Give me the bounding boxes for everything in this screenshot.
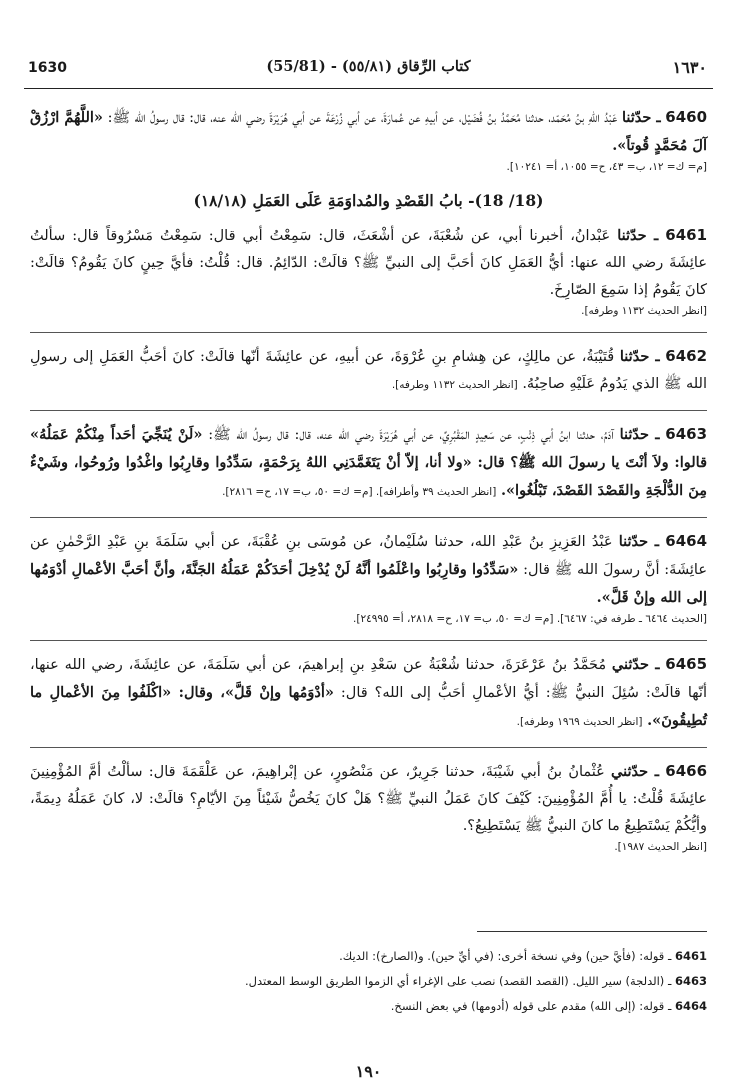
hadith-reference: [م= ك= ١٢، ب= ٤٣، ح= ١٠٥٥، أ= ١٠٢٤١]. — [506, 161, 707, 173]
hadith-text: عَبْدانُ، أخبرنا أبي، عن شُعْبَةَ، عن أشْعَثَ، قال: سَمِعْتُ أبي قال: سَمِعْتُ مَسْرُوقاً قال: سألتُ عائِشَةَ رضي الله عنها: أيُّ العَمَلِ كانَ أحَبَّ إلى النبيِّ ﷺ؟ قالَتْ: الدّائِمُ. قال: قُلْتُ: فأيَّ حِينٍ كانَ يَقُومُ؟ قالَتْ: كانَ يَقُومُ إذا سَمِعَ الصّارِخَ. — [30, 228, 707, 298]
hadith-reference: [انظر الحديث ١٩٦٩ وطرفه]. — [516, 716, 643, 728]
hadith-text: آدَمُ، حدثنا ابنُ أبي ذِئْبٍ، عن سَعِيدٍ المَقْبُرِيِّ، عن أبي هُرَيْرَةَ رضي الله عنه، قال: قال رسولُ الله ﷺ: — [208, 427, 614, 443]
hadith-reference: [انظر الحديث ١١٣٢ وطرفه]. — [581, 305, 707, 317]
hadith-text: مُحَمَّدُ بنُ عَرْعَرَةَ، حدثنا شُعْبَةُ عن سَعْدِ بنِ إبراهيمَ، عن أبي سَلَمَةَ، عن عائِشَةَ، رضي الله عنها، أنّها قالَتْ: سُئِلَ النبيُّ ﷺ: أيُّ الأعْمالِ أحَبُّ إلى الله؟ قال: — [30, 657, 707, 701]
hadith-text: عَبْدُ العَزِيزِ بنُ عَبْدِ الله، حدثنا سُلَيْمانُ، عن مُوسَى بنِ عُقْبَةَ، عن أبي سَلَمَةَ بنِ عَبْدِ الرَّحْمٰنِ عن عائِشَةَ: أنَّ رسولَ الله ﷺ قال: — [30, 534, 707, 578]
running-title: (55/81) - كتاب الرِّقاق (٥٥/٨١) — [266, 58, 471, 75]
hadith-quote: «أدْوَمُها وإنْ قَلَّ»، وقال: «اكْلَفُوا مِنَ الأعْمالِ ما تُطِيقُونَ». — [30, 684, 707, 729]
hadith-quote: «لَنْ يُنَجِّيَ أحَداً مِنْكُمْ عَمَلُهُ» قالوا: ولاَ أنْتَ يا رسولَ الله ﷺ؟ قال: «ولا أنا، إلاّ أنْ يَتَغَمَّدَنِي اللهُ بِرَحْمَةٍ، سَدِّدُوا وقارِبُوا واغْدُوا ورُوحُوا، وشَيْءٌ مِنَ الدُّلْجَةِ والقَصْدَ القَصْدَ، تَبْلُغُوا». — [30, 426, 707, 499]
hadith-6461: 6461 ـ حدّثنا عَبْدانُ، أخبرنا أبي، عن شُعْبَةَ، عن أشْعَثَ، قال: سَمِعْتُ أبي قال: سَمِعْتُ مَسْرُوقاً قال: سألتُ عائِشَةَ رضي الله عنها: أيُّ العَمَلِ كانَ أحَبَّ إلى النبيِّ ﷺ؟ قالَتْ: الدّائِمُ. قال: قُلْتُ: فأيَّ حِينٍ كانَ يَقُومُ؟ قالَتْ: كانَ يَقُومُ إذا سَمِعَ الصّارِخَ. [انظر الحديث ١١٣٢ وطرفه]. — [30, 222, 707, 320]
footnote — [60, 944, 707, 969]
footnote-text: ـ قوله: (إلى الله) مقدم على قوله (أدومها) في بعض النسخ. — [390, 999, 672, 1013]
hadith-intro: حدّثني — [611, 763, 649, 780]
hadith-reference: [انظر الحديث ١٩٨٧]. — [614, 841, 707, 853]
footnote-number: 6463 — [674, 974, 707, 988]
hadith-intro: حدّثنا — [617, 227, 647, 244]
divider — [30, 332, 707, 333]
hadith-intro: حدّثني — [611, 656, 649, 673]
hadith-6465: 6465 ـ حدّثني مُحَمَّدُ بنُ عَرْعَرَةَ، حدثنا شُعْبَةُ عن سَعْدِ بنِ إبراهيمَ، عن أبي سَلَمَةَ، عن عائِشَةَ، رضي الله عنها، أنّها قالَتْ: سُئِلَ النبيُّ ﷺ: أيُّ الأعْمالِ أحَبُّ إلى الله؟ قال: «أدْوَمُها وإنْ قَلَّ»، وقال: «اكْلَفُوا مِنَ الأعْمالِ ما تُطِيقُونَ». [انظر الحديث ١٩٦٩ وطرفه]. — [30, 655, 708, 729]
hadith-reference: [انظر الحديث ٣٩ وأطرافه]. [م= ك= ٥٠، ب= ١٧، ح= ٢٨١٦]. — [222, 486, 497, 498]
divider — [30, 747, 707, 748]
footnote-text: ـ قوله: (فأيَّ حين) وفي نسخة أخرى: (في أيِّ حين). و(الصارخ): الديك. — [339, 949, 672, 963]
footnote — [60, 994, 707, 1019]
hadith-reference: [انظر الحديث ١١٣٢ وطرفه]. — [391, 379, 518, 391]
footnote-number: 6464 — [674, 999, 707, 1013]
hadith-quote: «اللَّهُمَّ ارْزُقْ آلَ مُحَمَّدٍ قُوتاً». — [30, 109, 707, 154]
divider — [30, 640, 707, 641]
footnote — [60, 969, 707, 994]
hadith-text: قُتَيْبَةُ، عن مالِكٍ، عن هِشامِ بنِ عُرْوَةَ، عن أبيهِ، عن عائِشَةَ أنّها قالَتْ: كانَ أحَبُّ العَمَلِ إلى رسولِ الله ﷺ الذي يَدُومُ عَلَيْهِ صاحِبُهُ. — [30, 349, 707, 392]
hadith-6464: 6464 ـ حدّثنا عَبْدُ العَزِيزِ بنُ عَبْدِ الله، حدثنا سُلَيْمانُ، عن مُوسَى بنِ عُقْبَةَ، عن أبي سَلَمَةَ بنِ عَبْدِ الرَّحْمٰنِ عن عائِشَةَ: أنَّ رسولَ الله ﷺ قال: «سَدِّدُوا وقارِبُوا واعْلَمُوا أنَّهُ لَنْ يُدْخِلَ أحَدَكُمْ عَمَلُهُ الجَنَّةَ، وأنَّ أحَبَّ الأعْمالِ أدْوَمُها إلى الله وإنْ قَلَّ». [الحديث ٦٤٦٤ ـ طرفه في: ٦٤٦٧]. [م= ك= ٥٠، ب= ١٧، ح= ٢٨١٨، أ= ٢٤٩٩٥]. — [30, 528, 707, 628]
footnote-text: ـ (الدلجة) سير الليل. (القصد القصد) نصب على الإغراء أي الزموا الطريق الوسط المعتدل. — [244, 974, 672, 988]
hadith-6462: 6462 ـ حدّثنا قُتَيْبَةُ، عن مالِكٍ، عن هِشامِ بنِ عُرْوَةَ، عن أبيهِ، عن عائِشَةَ أنّها قالَتْ: كانَ أحَبُّ العَمَلِ إلى رسولِ الله ﷺ الذي يَدُومُ عَلَيْهِ صاحِبُهُ. [انظر الحديث ١١٣٢ وطرفه]. — [30, 347, 708, 392]
hadith-reference: [الحديث ٦٤٦٤ ـ طرفه في: ٦٤٦٧]. [م= ك= ٥٠، ب= ١٧، ح= ٢٨١٨، أ= ٢٤٩٩٥]. — [353, 613, 707, 625]
hadith-6466: 6466 ـ حدّثني عُثْمانُ بنُ أبي شَيْبَةَ، حدثنا جَرِيرٌ، عن مَنْصُورٍ، عن إبْراهِيمَ، عن عَلْقَمَةَ قال: سألْتُ أمَّ المُؤْمِنِينَ عائِشَةَ قُلْتُ: يا أُمَّ المُؤْمِنِينَ: كَيْفَ كانَ عَمَلُ النبيِّ ﷺ؟ هَلْ كانَ يَخُصُّ شَيْئاً مِنَ الأيّامِ؟ قالَتْ: لا، كانَ عَمَلُهُ دِيمَةً، وأيُّكُمْ يَسْتَطِيعُ ما كانَ النبيُّ ﷺ يَسْتَطِيعُ؟. [انظر الحديث ١٩٨٧]. — [30, 758, 707, 856]
hadith-number: 6466 — [665, 762, 708, 780]
header-rule — [24, 88, 713, 89]
hadith-number: 6465 — [665, 655, 708, 673]
chapter-heading: (18/ 18)- بابُ القَصْدِ والمُداوَمَةِ عَلَى العَمَلِ (١٨/١٨) — [193, 191, 544, 210]
page-number-arabic: ١٦٣٠ — [672, 58, 707, 77]
page-number-latin: 1630 — [28, 60, 67, 76]
hadith-intro: حدّثنا — [621, 109, 652, 126]
footnote-number: 6461 — [674, 949, 707, 963]
hadith-6463: 6463 ـ حدّثنا آدَمُ، حدثنا ابنُ أبي ذِئْبٍ، عن سَعِيدٍ المَقْبُرِيِّ، عن أبي هُرَيْرَةَ رضي الله عنه، قال: قال رسولُ الله ﷺ: «لَنْ يُنَجِّيَ أحَداً مِنْكُمْ عَمَلُهُ» قالوا: ولاَ أنْتَ يا رسولَ الله ﷺ؟ قال: «ولا أنا، إلاّ أنْ يَتَغَمَّدَنِي اللهُ بِرَحْمَةٍ، سَدِّدُوا وقارِبُوا واغْدُوا ورُوحُوا، وشَيْءٌ مِنَ الدُّلْجَةِ والقَصْدَ القَصْدَ، تَبْلُغُوا». [انظر الحديث ٣٩ وأطرافه]. [م= ك= ٥٠، ب= ١٧، ح= ٢٨١٦]. — [30, 425, 708, 499]
hadith-number: 6464 — [665, 532, 708, 550]
hadith-number: 6462 — [665, 347, 708, 365]
hadith-text: عَبْدُ اللهِ بنُ مُحَمّد، حدثنا مُحَمَّدُ بنُ فُضَيْل، عن أبيهِ عن عُمارَةَ، عن أبي زُرْعَةَ عن أبي هُرَيْرَةَ رضي الله عنه، قال: قال رسولُ الله ﷺ: — [107, 110, 618, 126]
hadith-quote: «سَدِّدُوا وقارِبُوا واعْلَمُوا أنَّهُ لَنْ يُدْخِلَ أحَدَكُمْ عَمَلُهُ الجَنَّةَ، وأنَّ أحَبَّ الأعْمالِ أدْوَمُها إلى الله وإنْ قَلَّ». — [30, 561, 707, 606]
hadith-number: 6461 — [665, 226, 708, 244]
page-header — [24, 58, 713, 84]
hadith-intro: حدّثنا — [618, 533, 649, 550]
hadith-intro: حدّثنا — [619, 426, 649, 443]
hadith-intro: حدّثنا — [619, 348, 650, 365]
footnotes — [60, 944, 707, 1019]
hadith-number: 6463 — [665, 425, 708, 443]
divider — [30, 517, 707, 518]
footnote-rule — [477, 931, 707, 932]
divider — [30, 410, 707, 411]
page-body — [30, 104, 707, 868]
hadith-text: عُثْمانُ بنُ أبي شَيْبَةَ، حدثنا جَرِيرٌ، عن مَنْصُورٍ، عن إبْراهِيمَ، عن عَلْقَمَةَ قال: سألْتُ أمَّ المُؤْمِنِينَ عائِشَةَ قُلْتُ: يا أُمَّ المُؤْمِنِينَ: كَيْفَ كانَ عَمَلُ النبيِّ ﷺ؟ هَلْ كانَ يَخُصُّ شَيْئاً مِنَ الأيّامِ؟ قالَتْ: لا، كانَ عَمَلُهُ دِيمَةً، وأيُّكُمْ يَسْتَطِيعُ ما كانَ النبيُّ ﷺ يَسْتَطِيعُ؟. — [30, 764, 707, 834]
footer-page-number: ١٩٠ — [355, 1062, 382, 1081]
hadith-number: 6460 — [665, 108, 708, 126]
hadith-6460: 6460 ـ حدّثنا عَبْدُ اللهِ بنُ مُحَمّد، حدثنا مُحَمَّدُ بنُ فُضَيْل، عن أبيهِ عن عُمارَةَ، عن أبي زُرْعَةَ عن أبي هُرَيْرَةَ رضي الله عنه، قال: قال رسولُ الله ﷺ: «اللَّهُمَّ ارْزُقْ آلَ مُحَمَّدٍ قُوتاً». [م= ك= ١٢، ب= ٤٣، ح= ١٠٥٥، أ= ١٠٢٤١]. — [30, 104, 707, 176]
